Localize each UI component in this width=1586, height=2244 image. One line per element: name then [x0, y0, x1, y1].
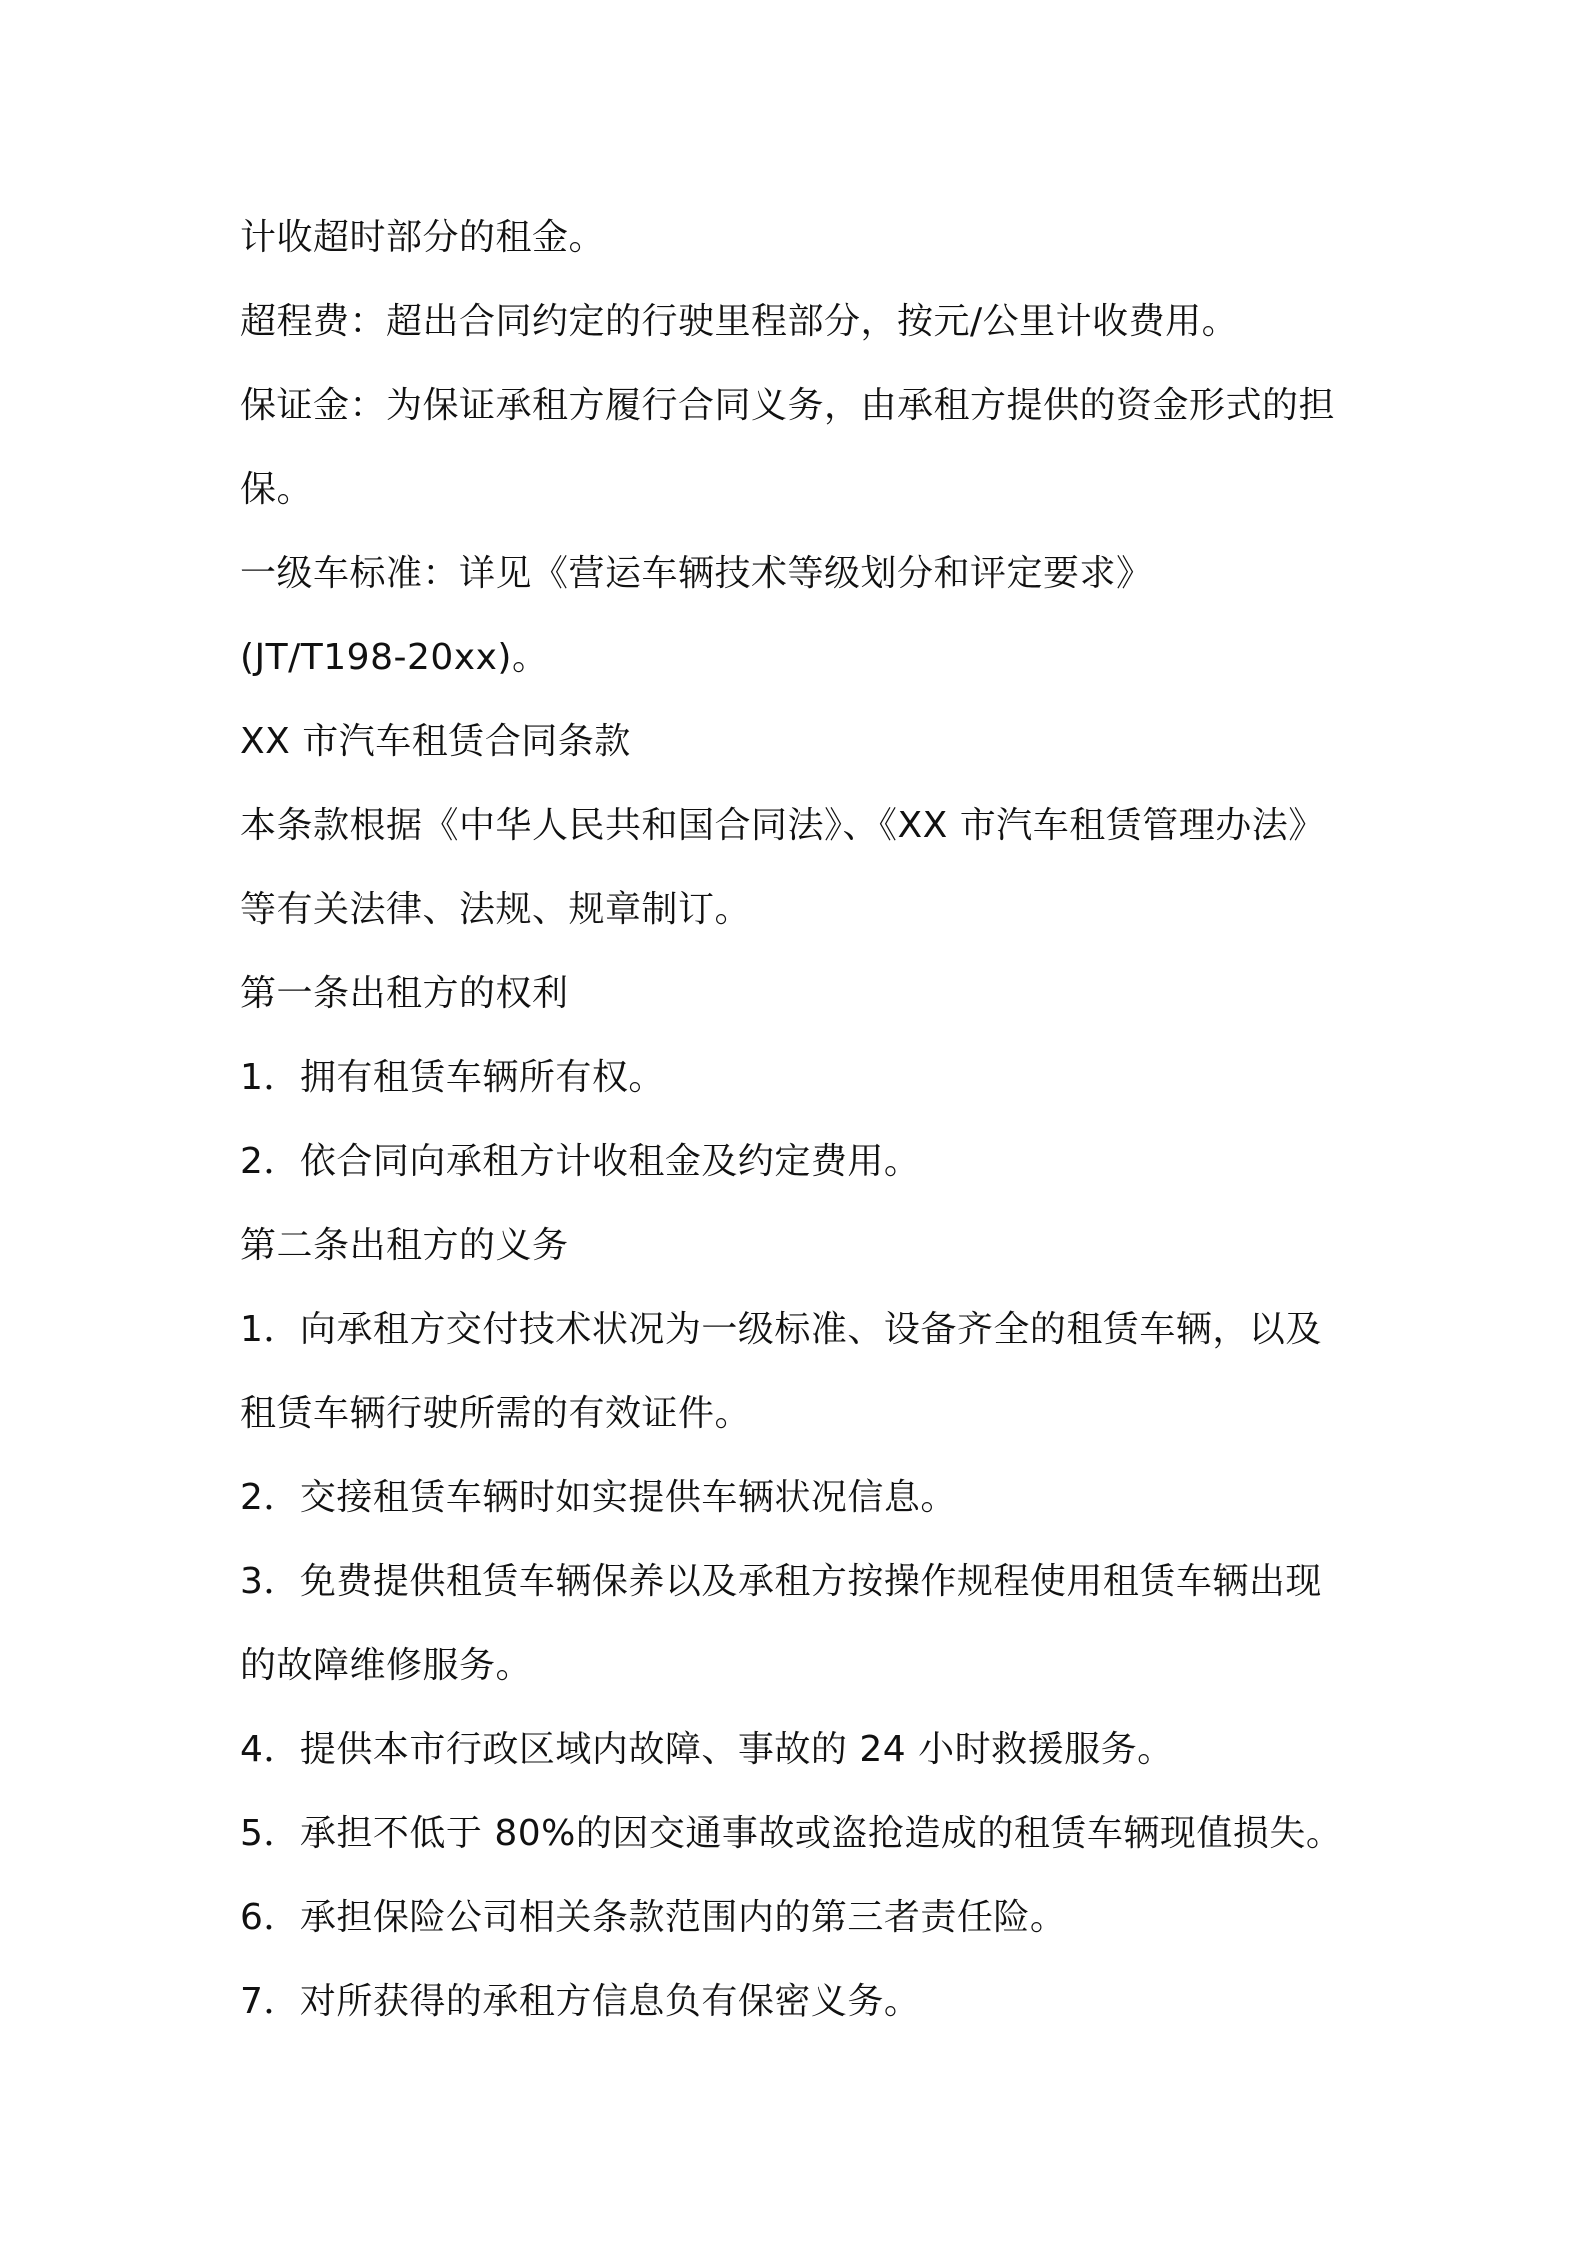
text-line: 计收超时部分的租金。: [240, 217, 606, 258]
list-item: 3．免费提供租赁车辆保养以及承租方按操作规程使用租赁车辆出现: [240, 1561, 1322, 1602]
list-item: 4．提供本市行政区域内故障、事故的 24 小时救援服务。: [240, 1729, 1174, 1770]
list-item: 6．承担保险公司相关条款范围内的第三者责任险。: [240, 1897, 1067, 1938]
list-item: 1．拥有租赁车辆所有权。: [240, 1057, 665, 1098]
section-title: XX 市汽车租赁合同条款: [240, 721, 631, 762]
text-line: 超程费：超出合同约定的行驶里程部分，按元/公里计收费用。: [240, 301, 1239, 342]
list-item: 5．承担不低于 80%的因交通事故或盗抢造成的租赁车辆现值损失。: [240, 1813, 1343, 1854]
list-item: 1．向承租方交付技术状况为一级标准、设备齐全的租赁车辆，以及: [240, 1309, 1322, 1350]
document-body: [240, 196, 1360, 2044]
text-line: 的故障维修服务。: [240, 1645, 533, 1686]
list-item: 7．对所获得的承租方信息负有保密义务。: [240, 1981, 921, 2022]
text-line: (JT/T198-20xx)。: [240, 637, 549, 678]
text-line: 租赁车辆行驶所需的有效证件。: [240, 1393, 752, 1434]
article-heading: 第一条出租方的权利: [240, 973, 569, 1014]
list-item: 2．交接租赁车辆时如实提供车辆状况信息。: [240, 1477, 957, 1518]
text-line: 保。: [240, 469, 314, 510]
list-item: 2．依合同向承租方计收租金及约定费用。: [240, 1141, 921, 1182]
article-heading: 第二条出租方的义务: [240, 1225, 569, 1266]
text-line: 等有关法律、法规、规章制订。: [240, 889, 752, 930]
text-line: 保证金：为保证承租方履行合同义务，由承租方提供的资金形式的担: [240, 385, 1336, 426]
text-line: 一级车标准：详见《营运车辆技术等级划分和评定要求》: [240, 553, 1153, 594]
text-line: 本条款根据《中华人民共和国合同法》、《XX 市汽车租赁管理办法》: [240, 805, 1325, 846]
